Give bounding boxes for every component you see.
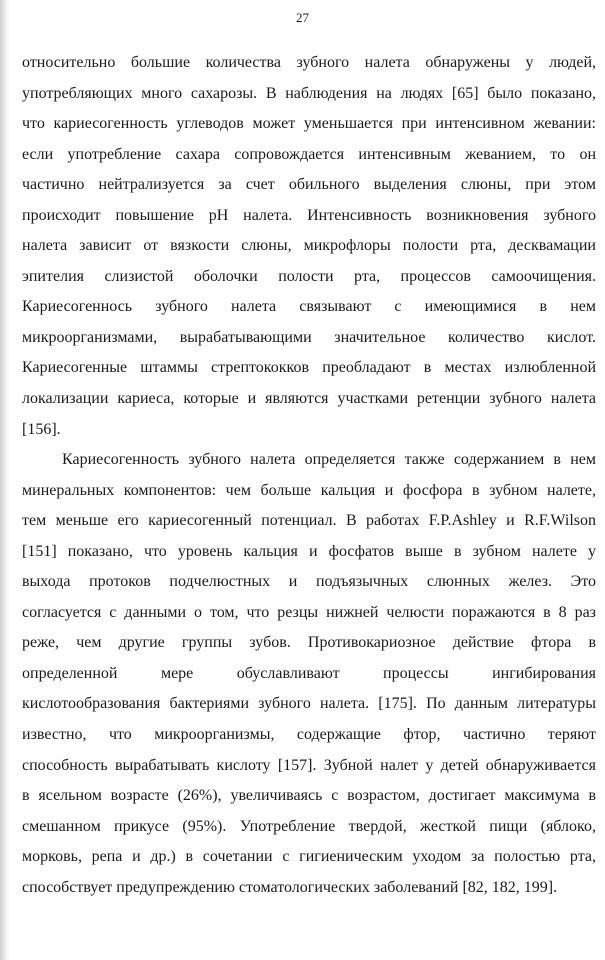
- paragraph-first-line: Кариесогенность зубного налета определяется также содержанием в нем: [62, 451, 596, 469]
- text-line: происходит повышение pH налета. Интенсивность возникновения зубного: [22, 206, 596, 224]
- text-line: локализации кариеса, которые и являются участками ретенции зубного налета: [22, 390, 596, 408]
- text-line: частично нейтрализуется за счет обильного выделения слюны, при этом: [22, 176, 596, 194]
- text-line: микроорганизмами, вырабатывающими значительное количество кислот.: [22, 328, 596, 346]
- text-line: относительно большие количества зубного налета обнаружены у людей,: [22, 54, 596, 71]
- text-line: [151] показано, что уровень кальция и фосфатов выше в зубном налете у: [22, 542, 596, 560]
- text-line: [156].: [22, 420, 61, 438]
- text-line: налета зависит от вязкости слюны, микрофлоры полости рта, десквамации: [22, 237, 596, 255]
- scan-edge-shadow: [0, 0, 9, 960]
- text-line: если употребление сахара сопровождается интенсивным жеванием, то он: [22, 145, 596, 163]
- text-line: употребляющих много сахарозы. В наблюдения на людях [65] было показано,: [22, 84, 596, 102]
- page-number: 27: [296, 10, 309, 25]
- text-line: в ясельном возрасте (26%), увеличиваясь с возрастом, достигает максимума в: [22, 787, 596, 805]
- text-line: тем меньше его кариесогенный потенциал. В работах F.P.Ashley и R.F.Wilson: [22, 512, 596, 530]
- text-line: согласуется с данными о том, что резцы нижней челюсти поражаются в 8 раз: [22, 603, 596, 621]
- text-line: способствует предупреждению стоматологических заболеваний [82, 182, 199].: [22, 878, 558, 896]
- body-text: [22, 53, 596, 908]
- text-line: кислотообразования бактериями зубного налета. [175]. По данным литературы: [22, 695, 596, 713]
- text-line: что кариесогенность углеводов может уменьшается при интенсивном жевании:: [22, 115, 596, 133]
- text-line: смешанном прикусе (95%). Употребление твердой, жесткой пищи (яблоко,: [22, 817, 596, 835]
- text-line: эпителия слизистой оболочки полости рта, процессов самоочищения.: [22, 267, 596, 285]
- text-line: способность вырабатывать кислоту [157]. Зубной налет у детей обнаруживается: [22, 756, 596, 774]
- text-line: Кариесогенные штаммы стрептококков преобладают в местах излюбленной: [22, 359, 596, 377]
- text-line: Кариесогеннось зубного налета связывают с имеющимися в нем: [22, 298, 596, 316]
- text-line: реже, чем другие группы зубов. Противокариозное действие фтора в: [22, 634, 596, 652]
- text-line: выхода протоков подчелюстных и подъязычных слюнных желез. Это: [22, 573, 596, 591]
- text-line: морковь, репа и др.) в сочетании с гигиеническим уходом за полостью рта,: [22, 848, 596, 866]
- text-line: минеральных компонентов: чем больше кальция и фосфора в зубном налете,: [22, 481, 596, 499]
- text-line: определенной мере обуславливают процессы ингибирования: [22, 664, 596, 682]
- text-line: известно, что микроорганизмы, содержащие фтор, частично теряют: [22, 726, 596, 744]
